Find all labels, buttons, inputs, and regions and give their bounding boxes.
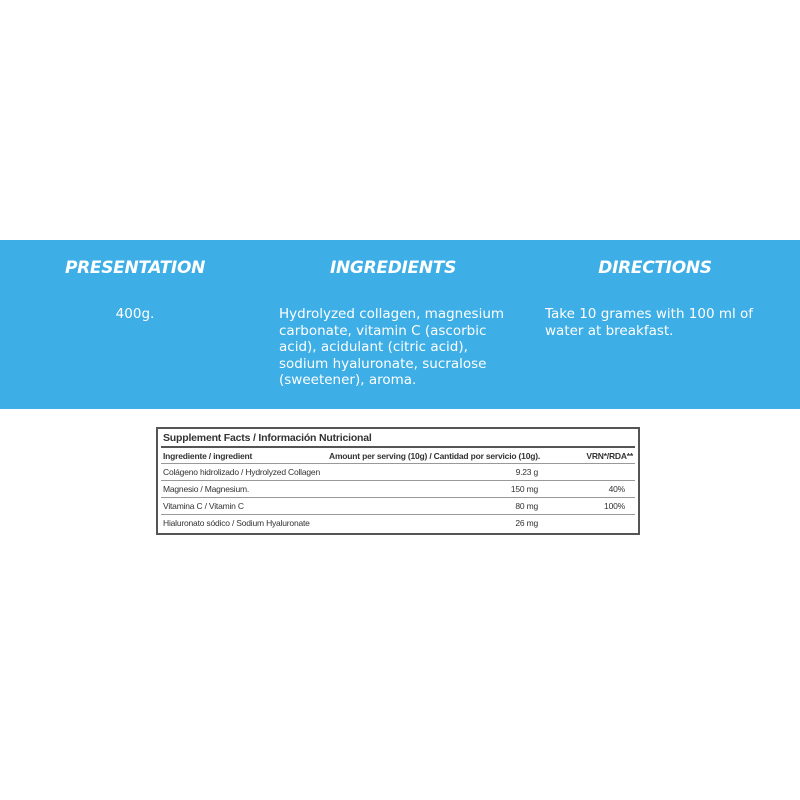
table-header-row (161, 448, 635, 464)
row-vrn: 100% (604, 501, 625, 511)
table-row (161, 515, 635, 531)
directions-text: Take 10 grames with 100 ml of water at breakfast. (545, 306, 754, 339)
table-row (161, 481, 635, 498)
directions-column (545, 258, 765, 339)
presentation-heading: PRESENTATION (64, 258, 206, 278)
row-ingredient: Hialuronato sódico / Sodium Hyaluronate (163, 518, 310, 528)
row-vrn: 40% (608, 484, 625, 494)
row-ingredient: Vitamina C / Vitamin C (163, 501, 244, 511)
supplement-facts-title: Supplement Facts / Información Nutricional (163, 432, 372, 444)
presentation-column (40, 258, 230, 323)
ingredients-heading: INGREDIENTS (329, 258, 457, 278)
header-ingredient: Ingrediente / ingredient (163, 451, 253, 461)
info-band (0, 240, 800, 409)
row-amount: 9.23 g (515, 467, 538, 477)
directions-heading: DIRECTIONS (598, 258, 712, 278)
row-amount: 26 mg (515, 518, 538, 528)
header-vrn: VRN*/RDA** (586, 451, 633, 461)
header-amount: Amount per serving (10g) / Cantidad por servicio (10g). (329, 451, 540, 461)
row-amount: 150 mg (510, 484, 538, 494)
row-amount: 80 mg (515, 501, 538, 511)
presentation-text: 400g. (115, 306, 155, 322)
table-row (161, 464, 635, 481)
row-ingredient: Colágeno hidrolizado / Hydrolyzed Collagen (163, 467, 320, 477)
supplement-facts-table (156, 427, 640, 535)
table-row (161, 498, 635, 515)
ingredients-text: Hydrolyzed collagen, magnesium carbonate, vitamin C (ascorbic acid), acidulant (citric acid), sodium hyaluronate, sucralose (sweetener), aroma. (279, 306, 505, 388)
row-ingredient: Magnesio / Magnesium. (163, 484, 250, 494)
ingredients-column (279, 258, 519, 389)
